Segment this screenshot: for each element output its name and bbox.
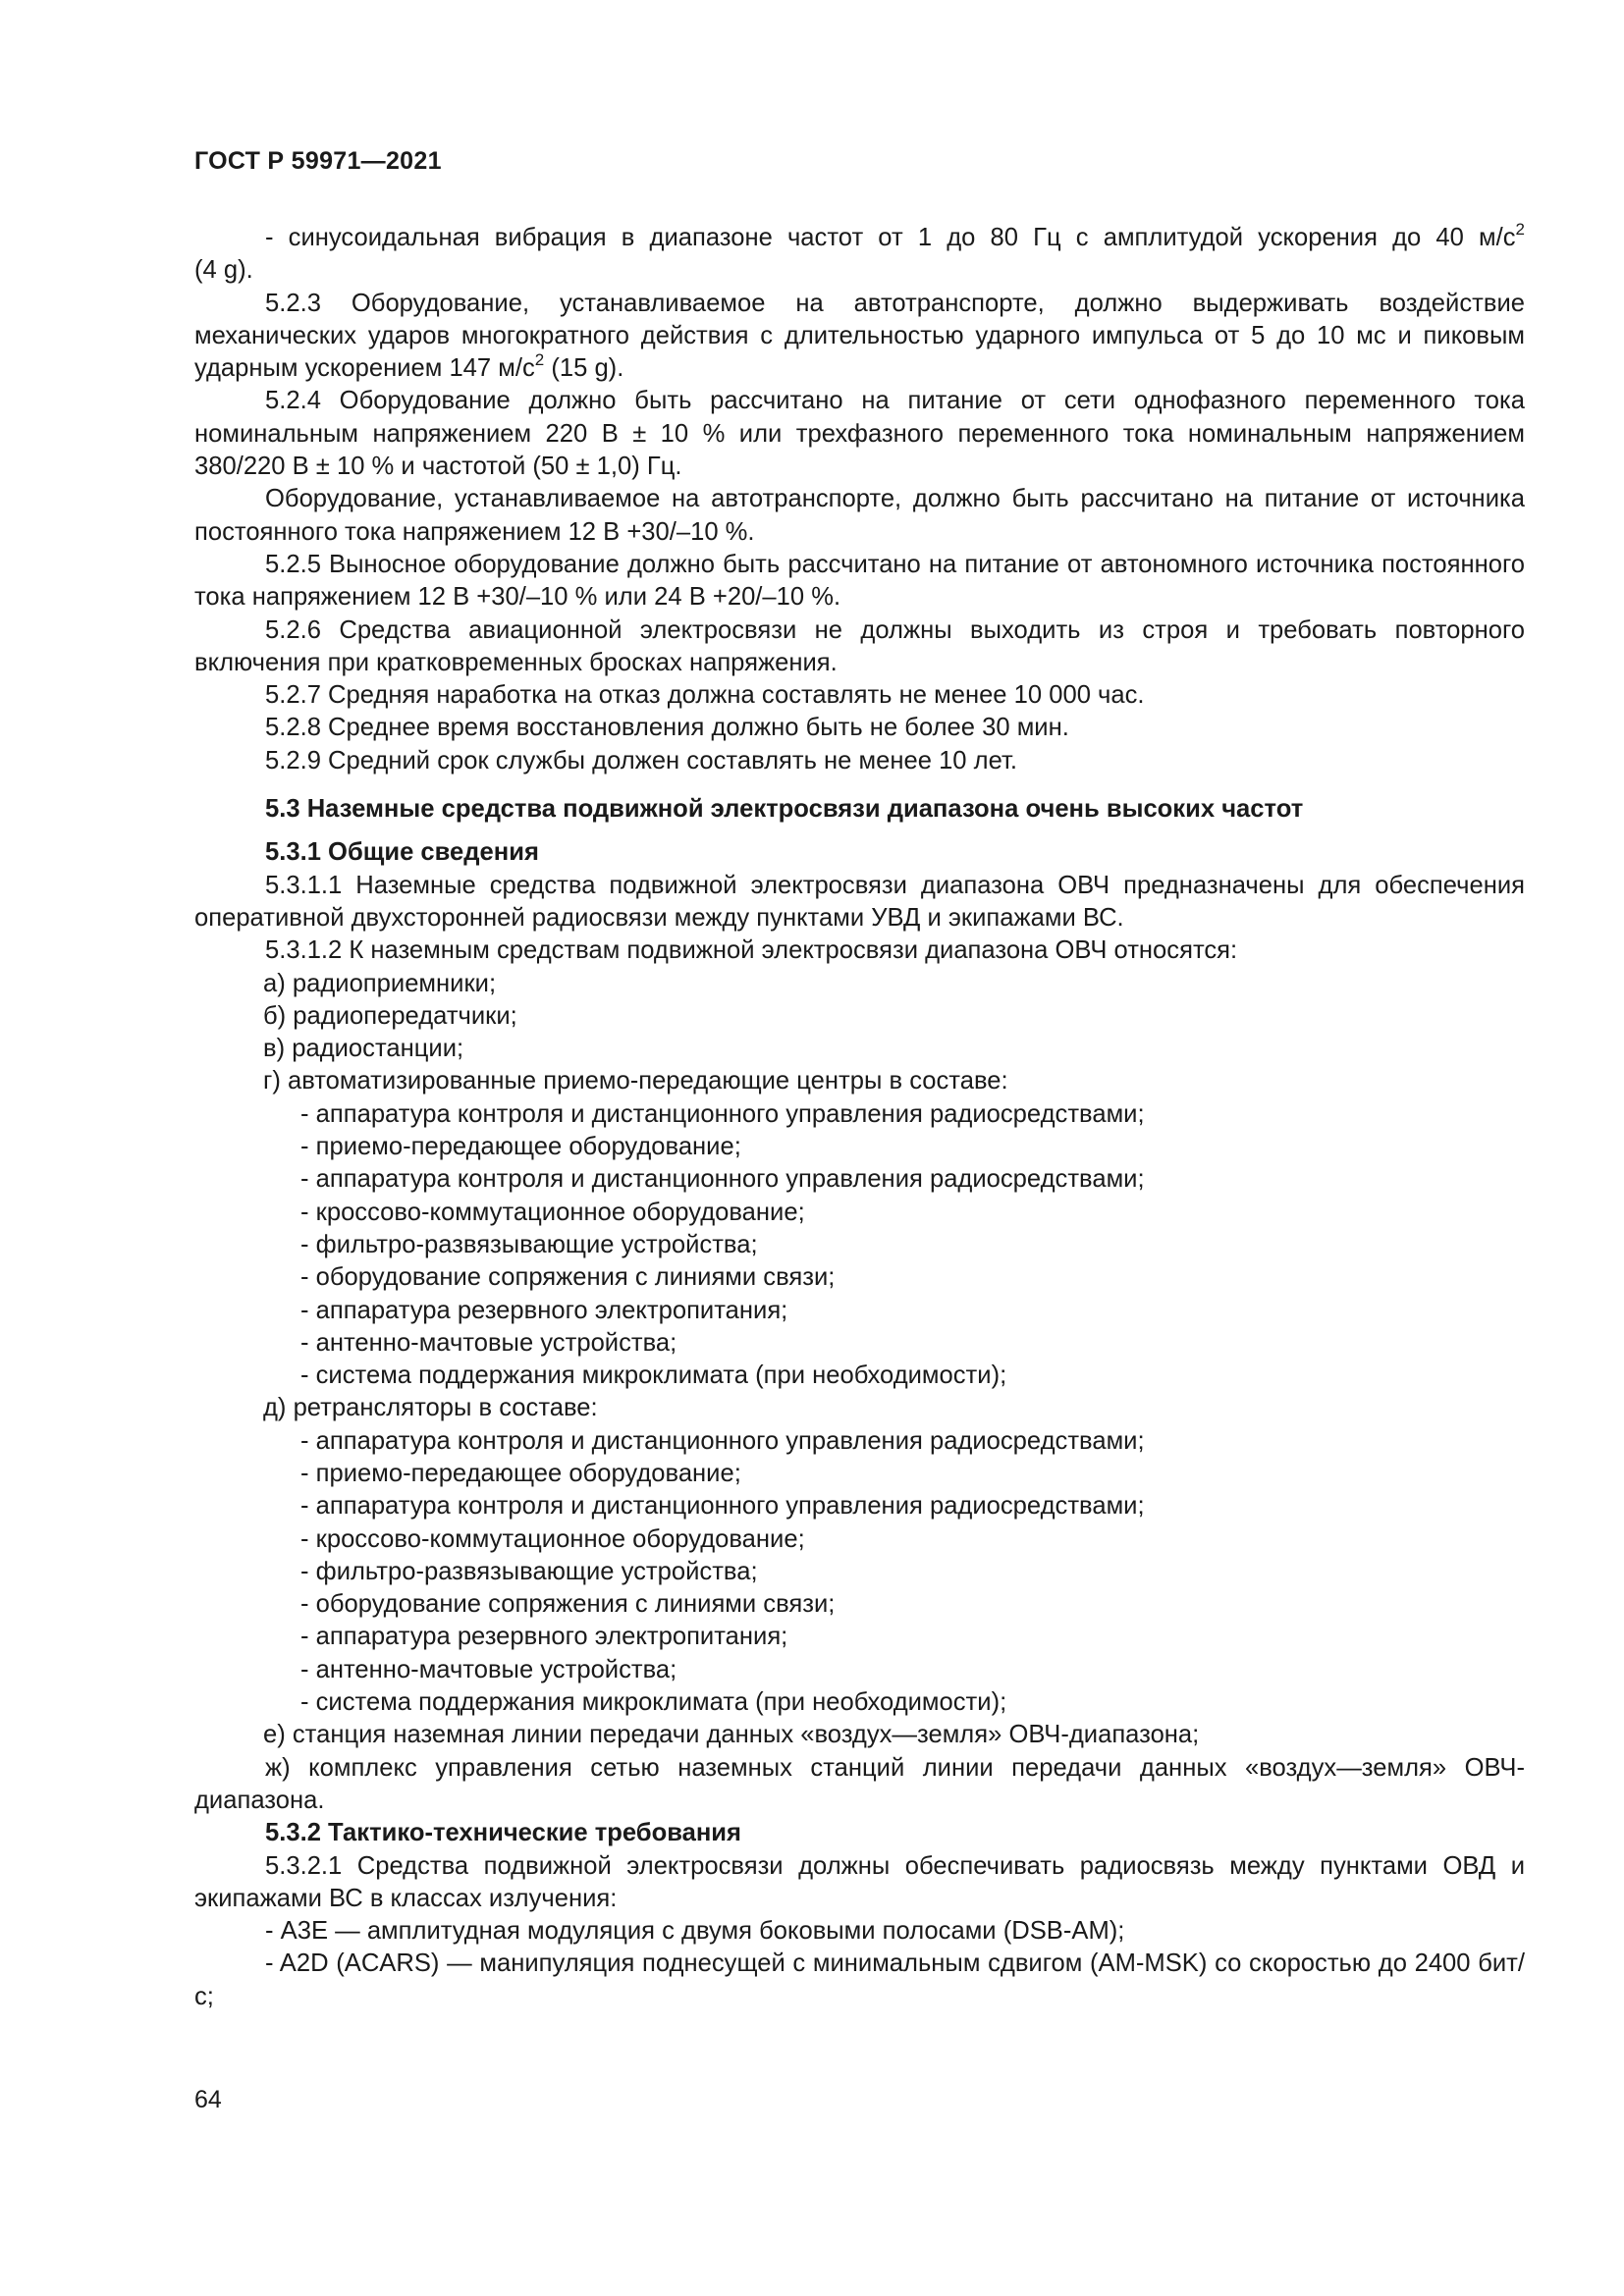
sublist-item: - фильтро-развязывающие устройства; bbox=[300, 1230, 758, 1258]
sublist-item: - приемо-передающее оборудование; bbox=[300, 1133, 741, 1161]
paragraph-vibration-cont: (4 g). bbox=[194, 256, 253, 285]
subsection-heading-5-3-2: 5.3.2 Тактико-технические требования bbox=[265, 1819, 741, 1847]
paragraph-5-2-7: 5.2.7 Средняя наработка на отказ должна составлять не менее 10 000 час. bbox=[265, 681, 1145, 710]
sublist-item: - оборудование сопряжения с линиями связи; bbox=[300, 1263, 836, 1292]
sublist-item: - система поддержания микроклимата (при необходимости); bbox=[300, 1688, 1007, 1717]
page-number: 64 bbox=[194, 2086, 222, 2113]
list-item-zh: ж) комплекс управления сетью наземных станций линии передачи данных «воздух—земля» ОВЧ-диапазона. bbox=[194, 1753, 1525, 1814]
sublist-item: - антенно-мачтовые устройства; bbox=[300, 1655, 677, 1683]
paragraph-5-2-4: 5.2.4 Оборудование должно быть рассчитано на питание от сети однофазного переменного тока номинальным напряжением 220 В ± 10 % или трехфазного переменного тока номинальным напряжением 380/220 В ± 10 % и частотой (50 ± 1,0) Гц. bbox=[194, 387, 1525, 481]
sublist-item: - аппаратура резервного электропитания; bbox=[300, 1623, 788, 1651]
section-heading-5-3: 5.3 Наземные средства подвижной электросвязи диапазона очень высоких частот bbox=[265, 795, 1304, 824]
sublist-item: - кроссово-коммутационное оборудование; bbox=[300, 1524, 805, 1553]
sublist-item: - система поддержания микроклимата (при необходимости); bbox=[300, 1362, 1007, 1390]
sublist-item: - аппаратура резервного электропитания; bbox=[300, 1296, 788, 1324]
paragraph-5-3-1-2: 5.3.1.2 К наземным средствам подвижной электросвязи диапазона ОВЧ относятся: bbox=[265, 936, 1238, 965]
list-item-a: а) радиоприемники; bbox=[263, 969, 497, 997]
paragraph-5-2-5: 5.2.5 Выносное оборудование должно быть рассчитано на питание от автономного источника постоянного тока напряжением 12 В +30/–10 % или 24 В +20/–10 %. bbox=[194, 550, 1525, 612]
sublist-item: - приемо-передающее оборудование; bbox=[300, 1459, 741, 1487]
paragraph-vehicle-power: Оборудование, устанавливаемое на автотранспорте, должно быть рассчитано на питание от источника постоянного тока напряжением 12 В +30/–10 %. bbox=[194, 485, 1525, 546]
paragraph-5-2-6: 5.2.6 Средства авиационной электросвязи не должны выходить из строя и требовать повторного включения при кратковременных бросках напряжения. bbox=[194, 615, 1525, 676]
sublist-item: - аппаратура контроля и дистанционного управления радиосредствами; bbox=[300, 1426, 1145, 1455]
superscript: 2 bbox=[1515, 220, 1525, 239]
paragraph-5-3-1-1: 5.3.1.1 Наземные средства подвижной электросвязи диапазона ОВЧ предназначены для обеспечения оперативной двухсторонней радиосвязи между пунктами УВД и экипажами ВС. bbox=[194, 871, 1525, 932]
paragraph-vibration: - синусоидальная вибрация в диапазоне частот от 1 до 80 Гц с амплитудой ускорения до 40 $м/с^2$ bbox=[265, 220, 1525, 251]
sublist-item: - кроссово-коммутационное оборудование; bbox=[300, 1198, 805, 1226]
list-item-e: е) станция наземная линии передачи данных «воздух—земля» ОВЧ-диапазона; bbox=[263, 1721, 1200, 1749]
list-item-d: д) ретрансляторы в составе: bbox=[263, 1394, 598, 1422]
sublist-item: - аппаратура контроля и дистанционного управления радиосредствами; bbox=[300, 1492, 1145, 1521]
subsection-heading-5-3-1: 5.3.1 Общие сведения bbox=[265, 838, 539, 867]
paragraph-5-2-9: 5.2.9 Средний срок службы должен составлять не менее 10 лет. bbox=[265, 746, 1017, 774]
list-item-g: г) автоматизированные приемо-передающие центры в составе: bbox=[263, 1067, 1008, 1095]
sublist-item: - аппаратура контроля и дистанционного управления радиосредствами; bbox=[300, 1165, 1145, 1194]
sublist-item: - антенно-мачтовые устройства; bbox=[300, 1328, 677, 1357]
superscript: 2 bbox=[534, 350, 545, 370]
sublist-item: - оборудование сопряжения с линиями связи; bbox=[300, 1590, 836, 1619]
sublist-item: - аппаратура контроля и дистанционного управления радиосредствами; bbox=[300, 1099, 1145, 1128]
page-body bbox=[194, 222, 1525, 2013]
paragraph-5-2-3: 5.2.3 Оборудование, устанавливаемое на автотранспорте, должно выдерживать воздействие механических ударов многократного действия с длительностью ударного импульса от 5 до 10 мс и пиковым ударным ускорением 147 $м/с^2$ (15 g). bbox=[194, 289, 1525, 383]
list-item-b: б) радиопередатчики; bbox=[263, 1001, 517, 1030]
paragraph-a3e: - А3Е — амплитудная модуляция с двумя боковыми полосами (DSB-AM); bbox=[265, 1917, 1125, 1946]
list-item-v: в) радиостанции; bbox=[263, 1035, 464, 1063]
paragraph-a2d: - A2D (ACARS) — манипуляция поднесущей с минимальным сдвигом (AM-MSK) со скоростью до 2400 бит/с; bbox=[194, 1949, 1525, 2010]
sublist-item: - фильтро-развязывающие устройства; bbox=[300, 1557, 758, 1585]
document-header: ГОСТ Р 59971—2021 bbox=[194, 147, 442, 175]
paragraph-5-2-8: 5.2.8 Среднее время восстановления должно быть не более 30 мин. bbox=[265, 714, 1069, 742]
paragraph-5-3-2-1: 5.3.2.1 Средства подвижной электросвязи должны обеспечивать радиосвязь между пунктами ОВД и экипажами ВС в классах излучения: bbox=[194, 1851, 1525, 1912]
